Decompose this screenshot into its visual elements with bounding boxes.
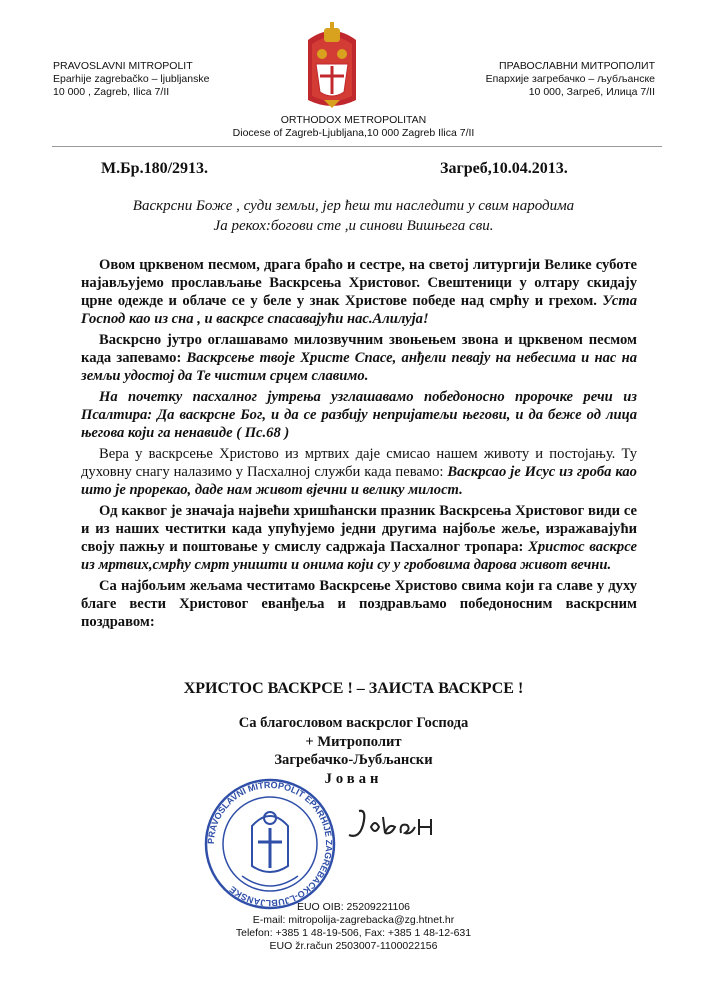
header-left-line-1: PRAVOSLAVNI MITROPOLIT [53,60,193,72]
letter-date: Загреб,10.04.2013. [440,160,568,177]
paragraph-4 [81,445,637,499]
footer-phone: Telefon: +385 1 48-19-506, Fax: +385 1 48-12-631 [235,927,472,939]
footer-oib: EUO OIB: 25209221106 [296,901,411,913]
paragraph-3-italic: На почетку пасхалног јутрења узглашавамо победоносно пророчке речи из Псалтира: Да васкрсне Бог, и да се разбију непријатељи његови, и да беже од лица његова који га ненавиде ( Пс.68 ) [81,389,637,441]
paragraph-1 [81,256,637,328]
psalm-line-2: Ја рекох:богови сте ,и синови Вишњега сви. [213,218,494,234]
signature-line-4: Јован [324,770,383,787]
svg-text:PRAVOSLAVNI MITROPOLIT EPARHIJ: PRAVOSLAVNI MITROPOLIT EPARHIJE ZAGREBAČKO-LJUBLJANSKE [205,779,335,909]
paragraph-1-italic: Уста Господ као из сна , и васкрсе спасавајући нас.Алилуја! [81,293,637,327]
footer-contact [0,901,707,953]
header-right-line-1: ПРАВОСЛАВНИ МИТРОПОЛИТ [499,60,655,72]
paragraph-2-text: Васкрсно јутро оглашавамо милозвучним звоњењем звона и црквеном песмом када запевамо: [81,332,637,366]
paragraph-3 [81,388,637,442]
signature-line-2: + Митрополит [305,733,402,750]
header-left [53,60,209,99]
paragraph-4-italic: Васкрсао је Исус из гроба као што је прорекао, даде нам живот вјечни и велику милост. [81,464,637,498]
signature-line-3: Загребачко-Љубљански [274,752,433,768]
footer-email: E-mail: mitropolija-zagrebacka@zg.htnet.hr [252,914,455,926]
header-right-line-2: Епархије загребачко – љубљанске [485,73,655,85]
header-right-line-3: 10 000, Загреб, Илица 7/II [528,86,655,98]
signature-block [0,714,707,788]
paragraph-5 [81,502,637,574]
paragraph-5-text: Од каквог је значаја највећи хришћански празник Васкрсења Христовог види се и из наших честитки када упућујемо једни другима најбоље жеље, изражавајући своју пажњу и поштовање у смислу садржаја Пасхалног тропара: [81,503,637,555]
header-divider [52,146,662,147]
reference-number: М.Бр.180/2913. [101,160,209,177]
paragraph-2 [81,331,637,385]
paragraph-5-italic: Христос васкрсе из мртвих,смрћу смрт уништи и онима који су у гробовима дарова живот вечни. [81,539,637,573]
header-center-line-1: ORTHODOX METROPOLITAN [280,114,427,126]
letter-body [81,256,637,631]
psalm-line-1: Васкрсни Боже , суди земљи, јер ћеш ти наследити у свим народима [132,198,575,214]
paragraph-1-text: Овом црквеном песмом, драга браћо и сестре, на светој литургији Велике суботе најављујемо прослављање Васкрсења Христовог. Свештеници у олтару скидају црне одежде и облаче се у беле у знак Христове победе над смрћу и грехом. [81,257,637,309]
handwritten-signature [345,805,445,845]
psalm-quote [0,196,707,236]
paragraph-6-text: Са најбољим жељама честитамо Васкрсење Христово свима који га славе у духу благе вести Христовог еванђеља и поздрављамо победоносним васкрсним поздравом: [81,578,637,630]
paragraph-6 [81,577,637,631]
header-left-line-3: 10 000 , Zagreb, Ilica 7/II [53,86,170,98]
easter-greeting: ХРИСТОС ВАСКРСЕ ! – ЗАИСТА ВАСКРСЕ ! [183,680,524,697]
header-center-line-2: Diocese of Zagreb-Ljubljana,10 000 Zagreb Ilica 7/II [232,127,475,139]
footer-bank-account: EUO žr.račun 2503007-1100022156 [269,940,438,952]
header-left-line-2: Eparhije zagrebačko – ljubljanske [53,73,210,85]
paragraph-4-text: Вера у васкрсење Христово из мртвих даје смисао нашем животу и постојању. Ту духовну снагу налазимо у Пасхалној служби када певамо: [81,446,637,480]
official-seal-stamp [202,776,338,912]
header-center [0,114,707,140]
coat-of-arms-crest [302,20,362,112]
signature-line-1: Са благословом васкрслог Господа [238,715,469,731]
header-right [486,60,655,99]
paragraph-2-italic: Васкрсење твоје Христе Спасе, анђели певају на небесима и нас на земљи удостој да Те чистим срцем славимо. [81,350,637,384]
